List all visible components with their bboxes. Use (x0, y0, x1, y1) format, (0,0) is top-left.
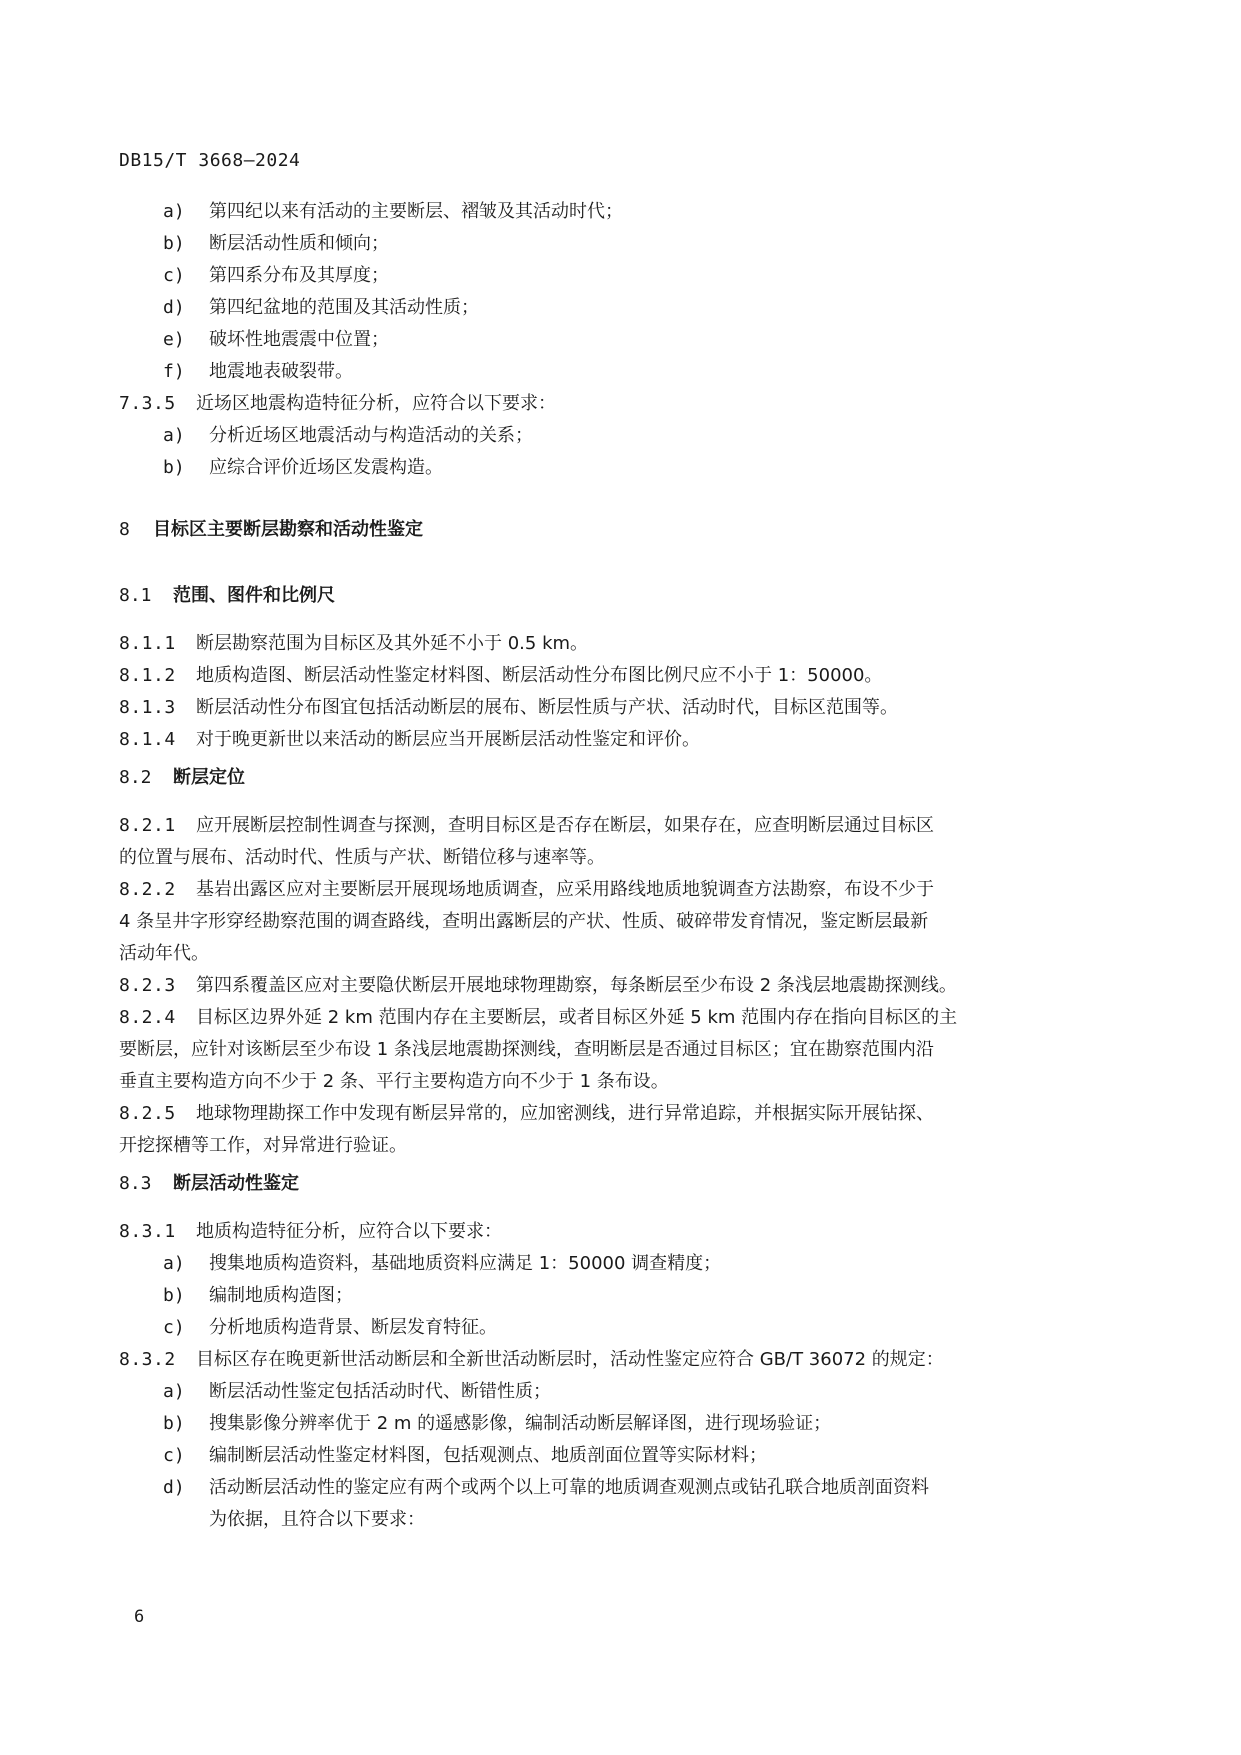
clause-continuation: 的位置与展布、活动时代、性质与产状、断错位移与速率等。 (119, 847, 605, 868)
clause-text: 第四系覆盖区应对主要隐伏断层开展地球物理勘察，每条断层至少布设 2 条浅层地震勘探测线。 (196, 975, 957, 996)
list-item (119, 1472, 1099, 1504)
list-text: 分析近场区地震活动与构造活动的关系； (209, 425, 533, 446)
list-text: 搜集影像分辨率优于 2 m 的遥感影像，编制活动断层解译图，进行现场验证； (209, 1413, 832, 1434)
list-label: e) (163, 329, 185, 350)
list-label: a) (163, 425, 185, 446)
list-item (119, 420, 1099, 452)
list-label: b) (163, 1285, 185, 1306)
list-item (119, 1440, 1099, 1472)
clause-number: 8.2.1 (119, 815, 176, 836)
section-title: 目标区主要断层勘察和活动性鉴定 (153, 519, 423, 540)
list-label: c) (163, 1317, 185, 1338)
clause-8-2-2 (119, 874, 1099, 906)
list-text: 断层活动性鉴定包括活动时代、断错性质； (209, 1381, 551, 1402)
list-label: a) (163, 201, 185, 222)
list-label: d) (163, 1477, 185, 1498)
section-title: 断层定位 (173, 767, 245, 788)
clause-number: 8.3.2 (119, 1349, 176, 1370)
list-item (119, 1376, 1099, 1408)
list-text: 第四纪盆地的范围及其活动性质； (209, 297, 479, 318)
section-number: 8.3 (119, 1173, 152, 1194)
clause-8-2-3 (119, 970, 1099, 1002)
clause-text: 应开展断层控制性调查与探测，查明目标区是否存在断层，如果存在，应查明断层通过目标区 (196, 815, 934, 836)
clause-number: 8.3.1 (119, 1221, 176, 1242)
list-label: b) (163, 1413, 185, 1434)
list-text: 编制地质构造图； (209, 1285, 353, 1306)
clause-number: 8.1.2 (119, 665, 176, 686)
clause-number: 8.2.2 (119, 879, 176, 900)
list-text: 为依据，且符合以下要求： (209, 1509, 425, 1530)
section-title: 断层活动性鉴定 (173, 1173, 299, 1194)
list-text: 分析地质构造背景、断层发育特征。 (209, 1317, 497, 1338)
clause-number: 7.3.5 (119, 393, 176, 414)
list-item-continuation (119, 1504, 1099, 1536)
clause-continuation: 4 条呈井字形穿经勘察范围的调查路线，查明出露断层的产状、性质、破碎带发育情况，鉴定断层最新 (119, 911, 929, 932)
clause-number: 8.2.5 (119, 1103, 176, 1124)
list-label: f) (163, 361, 185, 382)
list-label: a) (163, 1381, 185, 1402)
clause-8-1-4 (119, 724, 1099, 756)
standard-code-header: DB15/T 3668—2024 (119, 150, 301, 171)
list-label: b) (163, 233, 185, 254)
list-label: b) (163, 457, 185, 478)
list-text: 断层活动性质和倾向； (209, 233, 389, 254)
list-text: 地震地表破裂带。 (209, 361, 353, 382)
clause-8-1-2 (119, 660, 1099, 692)
clause-8-2-5 (119, 1098, 1099, 1130)
clause-8-2-1 (119, 810, 1099, 842)
clause-number: 8.1.4 (119, 729, 176, 750)
clause-text: 目标区边界外延 2 km 范围内存在主要断层，或者目标区外延 5 km 范围内存在指向目标区的主 (196, 1007, 958, 1028)
list-text: 活动断层活动性的鉴定应有两个或两个以上可靠的地质调查观测点或钻孔联合地质剖面资料 (209, 1477, 929, 1498)
section-number: 8.1 (119, 585, 152, 606)
list-item (119, 324, 1099, 356)
list-label: c) (163, 1445, 185, 1466)
clause-text: 断层活动性分布图宜包括活动断层的展布、断层性质与产状、活动时代，目标区范围等。 (196, 697, 898, 718)
clause-8-3-2 (119, 1344, 1099, 1376)
clause-text: 近场区地震构造特征分析，应符合以下要求： (196, 393, 556, 414)
section-number: 8 (119, 519, 130, 540)
clause-text: 基岩出露区应对主要断层开展现场地质调查，应采用路线地质地貌调查方法勘察，布设不少于 (196, 879, 934, 900)
list-item (119, 228, 1099, 260)
clause-number: 8.2.3 (119, 975, 176, 996)
clause-8-2-4 (119, 1002, 1099, 1034)
section-heading-8-1 (119, 580, 1099, 612)
section-heading-8-3 (119, 1168, 1099, 1200)
clause-text: 地球物理勘探工作中发现有断层异常的，应加密测线，进行异常追踪，并根据实际开展钻探、 (196, 1103, 934, 1124)
clause-text: 地质构造图、断层活动性鉴定材料图、断层活动性分布图比例尺应不小于 1：50000。 (196, 665, 883, 686)
list-item (119, 260, 1099, 292)
list-text: 编制断层活动性鉴定材料图，包括观测点、地质剖面位置等实际材料； (209, 1445, 767, 1466)
list-item (119, 196, 1099, 228)
clause-7-3-5 (119, 388, 1099, 420)
list-text: 应综合评价近场区发震构造。 (209, 457, 443, 478)
clause-continuation: 开挖探槽等工作，对异常进行验证。 (119, 1135, 407, 1156)
clause-continuation: 要断层，应针对该断层至少布设 1 条浅层地震勘探测线，查明断层是否通过目标区；宜在勘察范围内沿 (119, 1039, 934, 1060)
list-item (119, 292, 1099, 324)
section-heading-8 (119, 514, 1099, 546)
clause-number: 8.1.3 (119, 697, 176, 718)
section-heading-8-2 (119, 762, 1099, 794)
section-number: 8.2 (119, 767, 152, 788)
clause-8-1-1 (119, 628, 1099, 660)
page-number: 6 (134, 1607, 145, 1627)
clause-text: 断层勘察范围为目标区及其外延不小于 0.5 km。 (196, 633, 589, 654)
list-text: 搜集地质构造资料，基础地质资料应满足 1：50000 调查精度； (209, 1253, 722, 1274)
list-item (119, 1312, 1099, 1344)
list-label: a) (163, 1253, 185, 1274)
list-item (119, 1408, 1099, 1440)
list-text: 第四系分布及其厚度； (209, 265, 389, 286)
list-item (119, 1280, 1099, 1312)
list-text: 第四纪以来有活动的主要断层、褶皱及其活动时代； (209, 201, 623, 222)
clause-continuation: 垂直主要构造方向不少于 2 条、平行主要构造方向不少于 1 条布设。 (119, 1071, 669, 1092)
clause-number: 8.2.4 (119, 1007, 176, 1028)
page-body (119, 196, 1099, 1536)
clause-continuation: 活动年代。 (119, 943, 209, 964)
section-title: 范围、图件和比例尺 (173, 585, 335, 606)
list-label: c) (163, 265, 185, 286)
list-item (119, 356, 1099, 388)
clause-text: 目标区存在晚更新世活动断层和全新世活动断层时，活动性鉴定应符合 GB/T 36072 的规定： (196, 1349, 944, 1370)
clause-8-3-1 (119, 1216, 1099, 1248)
clause-number: 8.1.1 (119, 633, 176, 654)
list-item (119, 1248, 1099, 1280)
list-label: d) (163, 297, 185, 318)
list-item (119, 452, 1099, 484)
clause-text: 对于晚更新世以来活动的断层应当开展断层活动性鉴定和评价。 (196, 729, 700, 750)
list-text: 破坏性地震震中位置； (209, 329, 389, 350)
clause-8-1-3 (119, 692, 1099, 724)
clause-text: 地质构造特征分析，应符合以下要求： (196, 1221, 502, 1242)
